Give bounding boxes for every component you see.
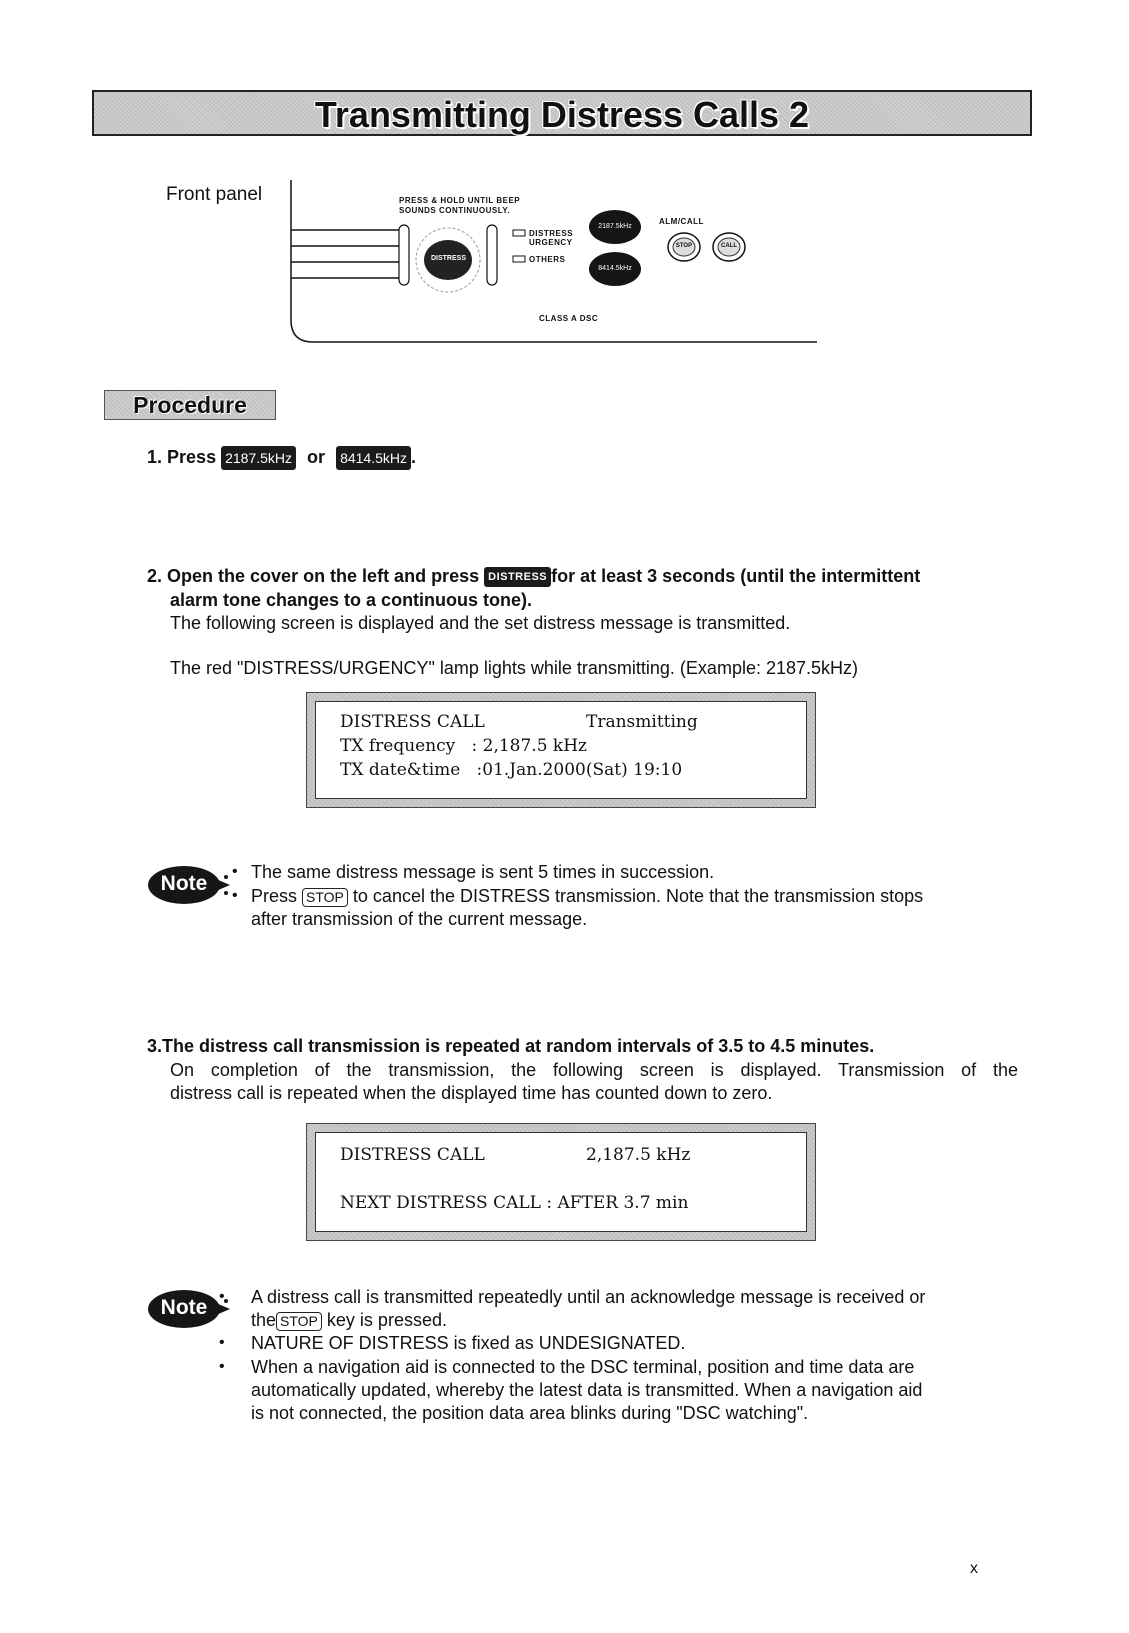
note-1-bullet-1-dot: •	[232, 863, 238, 880]
note-1-badge-label: Note	[160, 872, 208, 895]
note-2-bullet-1-line1: A distress call is transmitted repeatedly until an acknowledge message is received or	[251, 1287, 926, 1307]
note-1-bullet-2-line2: after transmission of the current message.	[251, 909, 588, 929]
note-2-bullet-3-line1: When a navigation aid is connected to the DSC terminal, position and time data are	[251, 1357, 915, 1377]
class-a-dsc-label: CLASS A DSC	[539, 314, 599, 323]
step-2-line1	[147, 566, 920, 587]
stop-button[interactable]: STOP	[675, 243, 693, 249]
step-1	[147, 446, 416, 470]
step-3-heading	[147, 1036, 874, 1057]
lamp-others-label: OTHERS	[529, 255, 566, 264]
lcd1-line2: TX frequency : 2,187.5 kHz	[340, 736, 588, 756]
step-2-body2: The red "DISTRESS/URGENCY" lamp lights while transmitting. (Example: 2187.5kHz)	[170, 658, 859, 678]
title-banner	[92, 90, 1032, 136]
front-panel-outline	[289, 180, 819, 360]
hold-instruction-line1: PRESS & HOLD UNTIL BEEP	[399, 196, 521, 205]
note-1-bullet-2-dot: •	[232, 887, 238, 904]
note-2-badge-label: Note	[160, 1296, 208, 1319]
key-2187-5khz: 2187.5kHz	[221, 446, 296, 470]
procedure-header	[104, 390, 276, 420]
step-2-number: 2.	[147, 566, 163, 586]
call-button[interactable]: CALL	[721, 243, 737, 249]
front-panel-label: Front panel	[166, 184, 263, 205]
lcd1-line1-left: DISTRESS CALL	[340, 712, 485, 732]
step-3-body-line1: On completion of the transmission, the following screen is displayed. Transmission of the	[170, 1060, 1018, 1080]
lcd1-line3: TX date&time :01.Jan.2000(Sat) 19:10	[340, 760, 683, 780]
step-2-text-a: Open the cover on the left and press	[167, 566, 480, 586]
note-1-bullet-1: The same distress message is sent 5 times in succession.	[251, 862, 715, 882]
lamp-distress-label: DISTRESS	[529, 229, 574, 238]
note-2-bullet-2: NATURE OF DISTRESS is fixed as UNDESIGNATED.	[251, 1333, 686, 1353]
note-2-the: the	[251, 1310, 277, 1330]
lcd-screen-transmitting	[306, 692, 816, 808]
key-8414-label[interactable]: 8414.5kHz	[598, 265, 632, 272]
page-title: Transmitting Distress Calls 2	[314, 94, 810, 135]
key-stop: STOP	[302, 888, 348, 907]
key-2187-label[interactable]: 2187.5kHz	[598, 223, 632, 230]
lcd2-line2: NEXT DISTRESS CALL : AFTER 3.7 min	[340, 1193, 689, 1213]
note-2-bullet-2-dot: •	[219, 1334, 225, 1351]
key-8414-5khz: 8414.5kHz	[336, 446, 411, 470]
alm-call-label: ALM/CALL	[659, 217, 704, 226]
key-stop: STOP	[276, 1312, 322, 1331]
note-2-bullet-3-line2: automatically updated, whereby the latest data is transmitted. When a navigation aid	[251, 1380, 923, 1400]
step-2-text-b: for at least 3 seconds (until the intermittent	[551, 566, 921, 586]
lcd-screen-next-call	[306, 1123, 816, 1241]
distress-button[interactable]: DISTRESS	[430, 255, 466, 262]
step-3-body-line2: distress call is repeated when the displayed time has counted down to zero.	[170, 1083, 773, 1103]
note-2-bullet-1-rest: key is pressed.	[326, 1310, 447, 1330]
step-1-end: .	[411, 446, 417, 467]
lamp-urgency-label: URGENCY	[529, 238, 573, 247]
note-2-bullet-3-dot: •	[219, 1358, 225, 1375]
note-2-bullet-1-line2	[251, 1309, 447, 1332]
step-3-bold: The distress call transmission is repeated at random intervals of 3.5 to 4.5 minutes.	[162, 1036, 875, 1056]
note-2-bullet-1-dot: •	[219, 1288, 225, 1305]
step-2-line2: alarm tone changes to a continuous tone).	[170, 590, 533, 610]
key-distress: DISTRESS	[484, 567, 551, 587]
note-1-bullet-2-rest: to cancel the DISTRESS transmission. Note that the transmission stops	[352, 886, 924, 906]
note-1-bullet-2	[251, 885, 923, 908]
step-3-number: 3.	[147, 1036, 163, 1056]
step-1-or: or	[307, 446, 326, 467]
page-number: x	[970, 1560, 978, 1577]
note-2-bullet-3-line3: is not connected, the position data area blinks during "DSC watching".	[251, 1403, 809, 1423]
step-1-number: 1.	[147, 446, 163, 467]
note-1-press: Press	[251, 886, 298, 906]
lcd2-line1-right: 2,187.5 kHz	[586, 1145, 691, 1165]
lcd1-line1-right: Transmitting	[586, 712, 698, 732]
lcd2-line1-left: DISTRESS CALL	[340, 1145, 485, 1165]
step-2-body1: The following screen is displayed and the set distress message is transmitted.	[170, 613, 791, 633]
step-1-press: Press	[167, 446, 217, 467]
procedure-label: Procedure	[133, 392, 247, 418]
front-panel-diagram	[289, 180, 819, 360]
hold-instruction-line2: SOUNDS CONTINUOUSLY.	[399, 206, 511, 215]
